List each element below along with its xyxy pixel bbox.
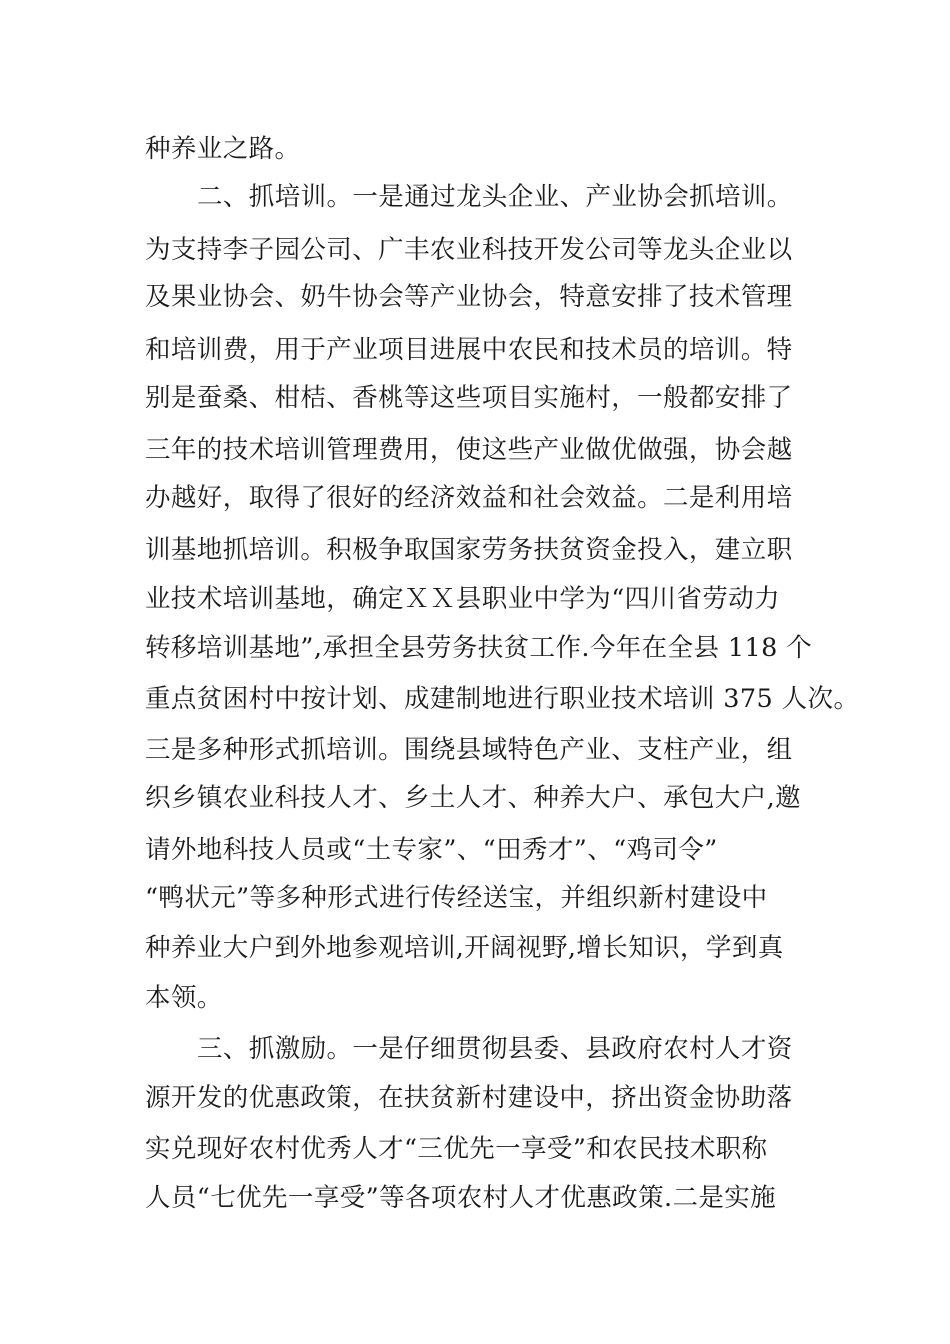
text-line: 织乡镇农业科技人才、乡土人才、种养大户、承包大户,邀 [145,783,802,813]
text-line: 转移培训基地”,承担全县劳务扶贫工作.今年在全县 118 个 [145,633,813,663]
text-line: 种养业大户到外地参观培训,开阔视野,增长知识，学到真 [145,933,784,963]
text-line: 别是蚕桑、柑桔、香桃等这些项目实施村，一般都安排了 [145,383,793,413]
text-line: 办越好，取得了很好的经济效益和社会效益。二是利用培 [145,483,793,513]
text-line: 三年的技术培训管理费用，使这些产业做优做强，协会越 [145,435,793,465]
text-line: 请外地科技人员或“土专家”、“田秀才”、“鸡司令” [145,835,718,865]
paragraph-3-heading-line: 三、抓激励。一是仔细贯彻县委、县政府农村人才资 [197,1034,793,1064]
text-line: 源开发的优惠政策，在扶贫新村建设中，挤出资金协助落 [145,1083,793,1113]
text-line: 及果业协会、奶牛协会等产业协会，特意安排了技术管理 [145,282,793,312]
text-line: 和培训费，用于产业项目进展中农民和技术员的培训。特 [145,335,793,365]
text-line: “鸭状元”等多种形式进行传经送宝，并组织新村建设中 [145,883,768,913]
paragraph-2-heading-line: 二、抓培训。一是通过龙头企业、产业协会抓培训。 [197,182,793,212]
text-line: 人员“七优先一享受”等各项农村人才优惠政策.二是实施 [145,1183,777,1213]
text-line: 业技术培训基地，确定ＸＸ县职业中学为“四川省劳动力 [145,584,781,614]
text-line: 训基地抓培训。积极争取国家劳务扶贫资金投入，建立职 [145,535,793,565]
text-line: 本领。 [145,983,223,1013]
text-line: 种养业之路。 [145,134,301,164]
text-line: 为支持李子园公司、广丰农业科技开发公司等龙头企业以 [145,235,793,265]
text-line: 三是多种形式抓培训。围绕县域特色产业、支柱产业，组 [145,735,793,765]
text-line: 重点贫困村中按计划、成建制地进行职业技术培训 375 人次。 [145,684,860,714]
text-line: 实兑现好农村优秀人才“三优先一享受”和农民技术职称 [145,1134,768,1164]
